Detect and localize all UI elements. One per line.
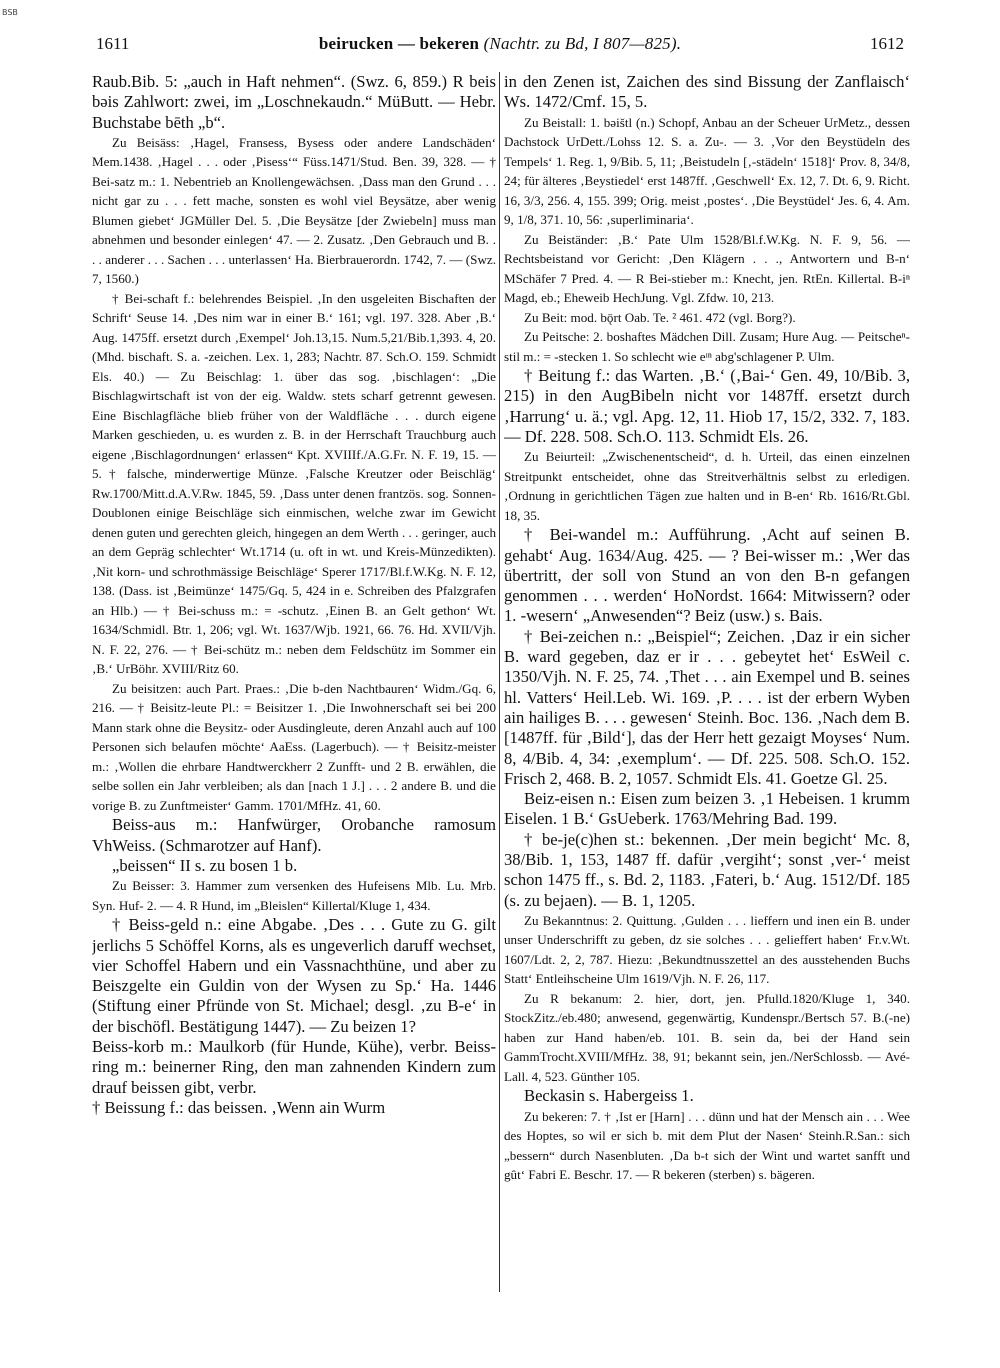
- dictionary-entry: Zu R bekanum: 2. hier, dort, jen. Pfulld.1820/Kluge 1, 340. StockZitz./eb.480; anwesend, gegenwärtig, Kundenspr./Bertsch 57. B.(-ne) haben zur Hand haben/eb. 101. B. sein da, bei der Hand sein GammTrocht.XVIII/MfHz. 38, 91; bekannt sein, jen./NerSchlossb. — Avé-Lall. 4, 523. Günther 105.: [504, 990, 910, 1084]
- dictionary-entry: Zu Beisser: 3. Hammer zum versenken des Hufeisens Mlb. Lu. Mrb. Syn. Huf- 2. — 4. R Hund, im „Bleislen“ Killertal/Kluge 1, 434.: [92, 878, 496, 913]
- dictionary-entry: † Bei-schaft f.: belehrendes Beispiel. ‚In den usgeleiten Bischaften der Schrift‘ Seuse 14. ‚Des nim war in einer B.‘ 161; vgl. 197. 328. Aber ‚B.‘ Aug. 1475ff. ersetzt durch ‚Exempel‘ Joh.13,15. Num.5,21/Bib.1,393. 4, 20. (Mhd. bischaft. S. a. -zeichen. Lex. 1, 283; Nachtr. 87. Sch.O. 159. Schmidt Els. 40.) — Zu Beischlag: 1. über das sog. ‚bischlagen‘: „Die Bischlagwirtschaft ist von der eig. Waldw. stets scharf getrennt gewesen. Eine Bischlagfläche blieb früher von der Waldfläche . . . durch eigene Marken geschieden, u. es wurden z. B. in der Herrschaft Trauchburg auch eigene ‚Bischlagordnungen‘ erlassen“ Kpt. XVIIIf./A.G.Fr. N. F. 19, 15. — 5. † falsche, minderwertige Münze. ‚Falsche Kreutzer oder Beischläg‘ Rw.1700/Mitt.d.A.V.Rw. 1845, 59. ‚Dass unter denen frantzös. sog. Sonnen-Doublonen einige Beischläge sich einmischen, welche zwar im Gewicht denen guten und gerechten gleich, hingegen an dem Werth . . . geringer, auch an dem Gepräg schlechter‘ Wt.1714 (u. oft in wt. und Kreis-Münzedikten). ‚Nit korn- und schrothmässige Beischläge‘ Sperer 1717/Bl.f.W.Kg. N. F. 12, 138. (Dass. ist ‚Beimünze‘ 1475/Gq. 5, 424 in e. Schreiben des Pfalzgrafen an Hlb.) — † Bei-schuss m.: = -schutz. ‚Einen B. an Gelt gethon‘ Wt. 1634/Schmidl. Btr. 1, 206; vgl. Wt. 1637/Wjb. 1921, 66. 76. Hd. XVII/Vjh. N. F. 22, 276. — † Bei-schütz m.: neben dem Feldschütz im Sommer ein ‚B.‘ UrBöhr. XVIII/Ritz 60.: [92, 290, 496, 677]
- running-title-reference: (Nachtr. zu Bd, I 807—825).: [483, 34, 682, 53]
- dictionary-entry: † Beiss-geld n.: eine Abgabe. ‚Des . . . Gute zu G. gilt jerlichs 5 Schöffel Korns, als es ungeverlich daruff wechset, vier Schoffel Habern und ein Vassnachthüne, und aber zu Beiszgelte ein Guldin von der Wysen zu Sp.‘ Ha. 1446 (Stiftung einer Pfründe von St. Michael; desgl. ‚zu B-e‘ in der bischöfl. Bestätigung 1447). — Zu beizen 1?: [92, 915, 496, 1036]
- dictionary-entry: Zu Beiständer: ‚B.‘ Pate Ulm 1528/Bl.f.W.Kg. N. F. 9, 56. — Rechtsbeistand vor Gericht: ‚Den Klägern . . ., Antwortern und B-n‘ MSchäfer 7 Pred. 4. — R Bei-stieber m.: Knecht, jen. RtEn. Killertal. B-iⁿ Magd, eb.; Eheweib HechJung. Vgl. Zfdw. 10, 213.: [504, 231, 910, 306]
- dictionary-entry: Zu Beisäss: ‚Hagel, Fransess, Bysess oder andere Landschäden‘ Mem.1438. ‚Hagel . . . oder ‚Pisess‘“ Füss.1471/Stud. Ben. 39, 328. — † Bei-satz m.: 1. Nebentrieb an Knollengewächsen. ‚Dass man den Grund . . . nicht gar zu . . . fett mache, sonsten es wohl viel Beysätze, aber wenig Blumen giebet‘ JGMüller Del. 5. ‚Die Beysätze [der Zwiebeln] muss man abnehmen und besonder einlegen‘ 47. — 2. Zusatz. ‚Den Gebrauch und B. . . . anderer . . . Sachen . . . unterlassen‘ Ha. Bierbrauerordn. 1742, 7. — (Swz. 7, 1560.): [92, 134, 496, 287]
- running-title: [96, 34, 904, 54]
- dictionary-entry: Zu beisitzen: auch Part. Praes.: ‚Die b-den Nachtbauren‘ Widm./Gq. 6, 216. — † Beisitz-leute Pl.: = Beisitzer 1. ‚Die Inwohnerschaft sei bei 200 Mann stark ohne die Beysitz- oder Ausdingleute, deren Anzahl auch auf 100 Personen sich belaufen möchte‘ AaEss. (Lagerbuch). — † Beisitz-meister m.: ‚Wollen die ehrbare Handtwerckherr 2 Zunfft- und 2 B. erwählen, die selbe sollen ein Jahr verbleiben; als dan [nach 1 J.] . . . 2 andere B. und die vorige B. zu Zunftmeister‘ Gamm. 1701/MfHz. 41, 60.: [92, 680, 496, 813]
- dictionary-entry: Zu Beit: mod. bǭrt Oab. Te. ² 461. 472 (vgl. Borg?).: [524, 309, 796, 325]
- dictionary-entry: Zu Beiurteil: „Zwischenentscheid“, d. h. Urteil, das einen einzelnen Streitpunkt entscheidet, ohne das Streitverhältnis selbst zu erledigen. ‚Ordnung in gerichtlichen Tägen zue halten und in B-en‘ Rb. 1616/Rt.Gbl. 18, 35.: [504, 449, 910, 523]
- dictionary-entry: Zu Bekanntnus: 2. Quittung. ‚Gulden . . . lieffern und inen ein B. under unser Underschrifft zu geben, dz sie solches . . . gelieffert haben‘ Fr.v.Wt. 1607/Ldt. 2, 2, 787. Hiezu: ‚Bekundtnusszettel an des ausstehenden Buchs Statt‘ Entleihscheine Ulm 1619/Vjh. N. F. 26, 117.: [504, 912, 910, 987]
- dictionary-entry: † Beissung f.: das beissen. ‚Wenn ain Wurm: [92, 1097, 386, 1117]
- dictionary-entry: Beiss-aus m.: Hanfwürger, Orobanche ramosum VhWeiss. (Schmarotzer auf Hanf).: [92, 815, 496, 855]
- dictionary-entry: Zu bekeren: 7. † ‚Ist er [Harn] . . . dünn und hat der Mensch ain . . . Wee des Hoptes, so wil er sich b. mit dem Plut der Nasen‘ Steinh.R.San.: sich „bessern“ durch Nasenbluten. ‚Da b-t sich der Wint und wartet sanfft und gût‘ Fabri E. Beschr. 17. — R bekeren (sterben) s. bägeren.: [504, 1108, 910, 1183]
- dictionary-entry: † Beitung f.: das Warten. ‚B.‘ (‚Bai-‘ Gen. 49, 10/Bib. 3, 215) in den AugBibeln nicht vor 1487ff. ersetzt durch ‚Harrung‘ u. ä.; vgl. Apg. 12, 11. Hiob 17, 15/2, 332. 7, 183. — Df. 228. 508. Sch.O. 113. Schmidt Els. 26.: [504, 366, 910, 446]
- running-title-headwords: beirucken — bekeren: [318, 34, 480, 53]
- dictionary-entry: Beiz-eisen n.: Eisen zum beizen 3. ‚1 Hebeisen. 1 krumm Eiselen. 1 B.‘ GsUeberk. 1763/Mehring Bad. 199.: [504, 789, 910, 829]
- page-number-left: 1611: [96, 34, 130, 53]
- page-header: [96, 34, 904, 58]
- dictionary-entry: Zu Peitsche: 2. boshaftes Mädchen Dill. Zusam; Hure Aug. — Peitscheⁿ-stil m.: = -stecken 1. So schlecht wie eᶦⁿ abg'schlagener P. Ulm.: [504, 329, 910, 364]
- library-mark: BSB: [2, 8, 18, 17]
- dictionary-entry: Beckasin s. Habergeiss 1.: [524, 1086, 694, 1106]
- dictionary-entry: in den Zenen ist, Zaichen des sind Bissung der Zanflaisch‘ Ws. 1472/Cmf. 15, 5.: [504, 72, 910, 112]
- dictionary-entry: † Bei-zeichen n.: „Beispiel“; Zeichen. ‚Daz ir ein sicher B. ward gegeben, daz er ir . . . gebeytet het‘ EsWeil c. 1350/Vjh. N. F. 25, 74. ‚Thet . . . ain Exempel und B. seines hl. Vatters‘ Heil.Leb. Wi. 169. ‚P. . . . ist der erbern Wyben ain hailiges B. . . . gewesen‘ Steinh. Boc. 136. ‚Nach dem B. [1487ff. für ‚Bild‘], das der Herr hett gezaigt Moyses‘ Num. 8, 4/Bib. 4, 34: ‚exemplum‘. — Df. 225. 508. Sch.O. 152. Frisch 2, 468. B. 2, 1057. Schmidt Els. 41. Goetze Gl. 25.: [504, 626, 910, 788]
- dictionary-entry: † Bei-wandel m.: Aufführung. ‚Acht auf seinen B. gehabt‘ Aug. 1634/Aug. 425. — ? Bei-wisser m.: ‚Wer das übertritt, der soll von Stund an von den B-n gefangen genommen . . . werden‘ HoNordst. 1664: Mitwissern? oder 1. -wesern‘ „Anwesenden“? Beiz (usw.) s. Bais.: [504, 525, 910, 626]
- left-column: [92, 72, 496, 1292]
- right-column: [504, 72, 910, 1292]
- column-divider: [499, 72, 500, 1292]
- dictionary-entry: Raub.Bib. 5: „auch in Haft nehmen“. (Swz. 6, 859.) R beis bəis Zahlwort: zwei, im „Loschnekaudn.“ MüButt. — Hebr. Buchstabe bēth „b“.: [92, 72, 496, 132]
- dictionary-entry: „beissen“ II s. zu bosen 1 b.: [112, 855, 298, 875]
- dictionary-entry: † be-je(c)hen st.: bekennen. ‚Der mein begicht‘ Mc. 8, 38/Bib. 1, 153, 1487 ff. dafür ‚vergiht‘; sonst ‚ver-‘ meist schon 1475 ff., s. Bd. 2, 1183. ‚Fateri, b.‘ Aug. 1512/Df. 185 (s. zu bejaen). — B. 1, 1205.: [504, 829, 910, 910]
- page-number-right: 1612: [870, 34, 904, 53]
- dictionary-entry: Beiss-korb m.: Maulkorb (für Hunde, Kühe), verbr. Beiss-ring m.: beinerner Ring, den man zahnenden Kindern zum drauf beissen gibt, verbr.: [92, 1037, 496, 1097]
- dictionary-entry: Zu Beistall: 1. bəištl (n.) Schopf, Anbau an der Scheuer UrMetz., dessen Dachstock UrDett./Lohss 12. S. a. Zu-. — 3. ‚Vor den Beystüdeln des Tempels‘ 1. Reg. 1, 9/Bib. 5, 11; ‚Beistudeln [‚-städeln‘ 1518]‘ Prov. 8, 34/8, 24; für älteres ‚Beystiedel‘ erst 1487ff. ‚Geschwell‘ Ex. 12, 7. Dt. 6, 9. Richt. 16, 3/3, 256. 4, 155. 399; Orig. meist ‚postes‘. ‚Die Beystüdel‘ Jes. 6, 4. Am. 9, 1/8, 371. 10, 56: ‚superliminaria‘.: [504, 114, 910, 228]
